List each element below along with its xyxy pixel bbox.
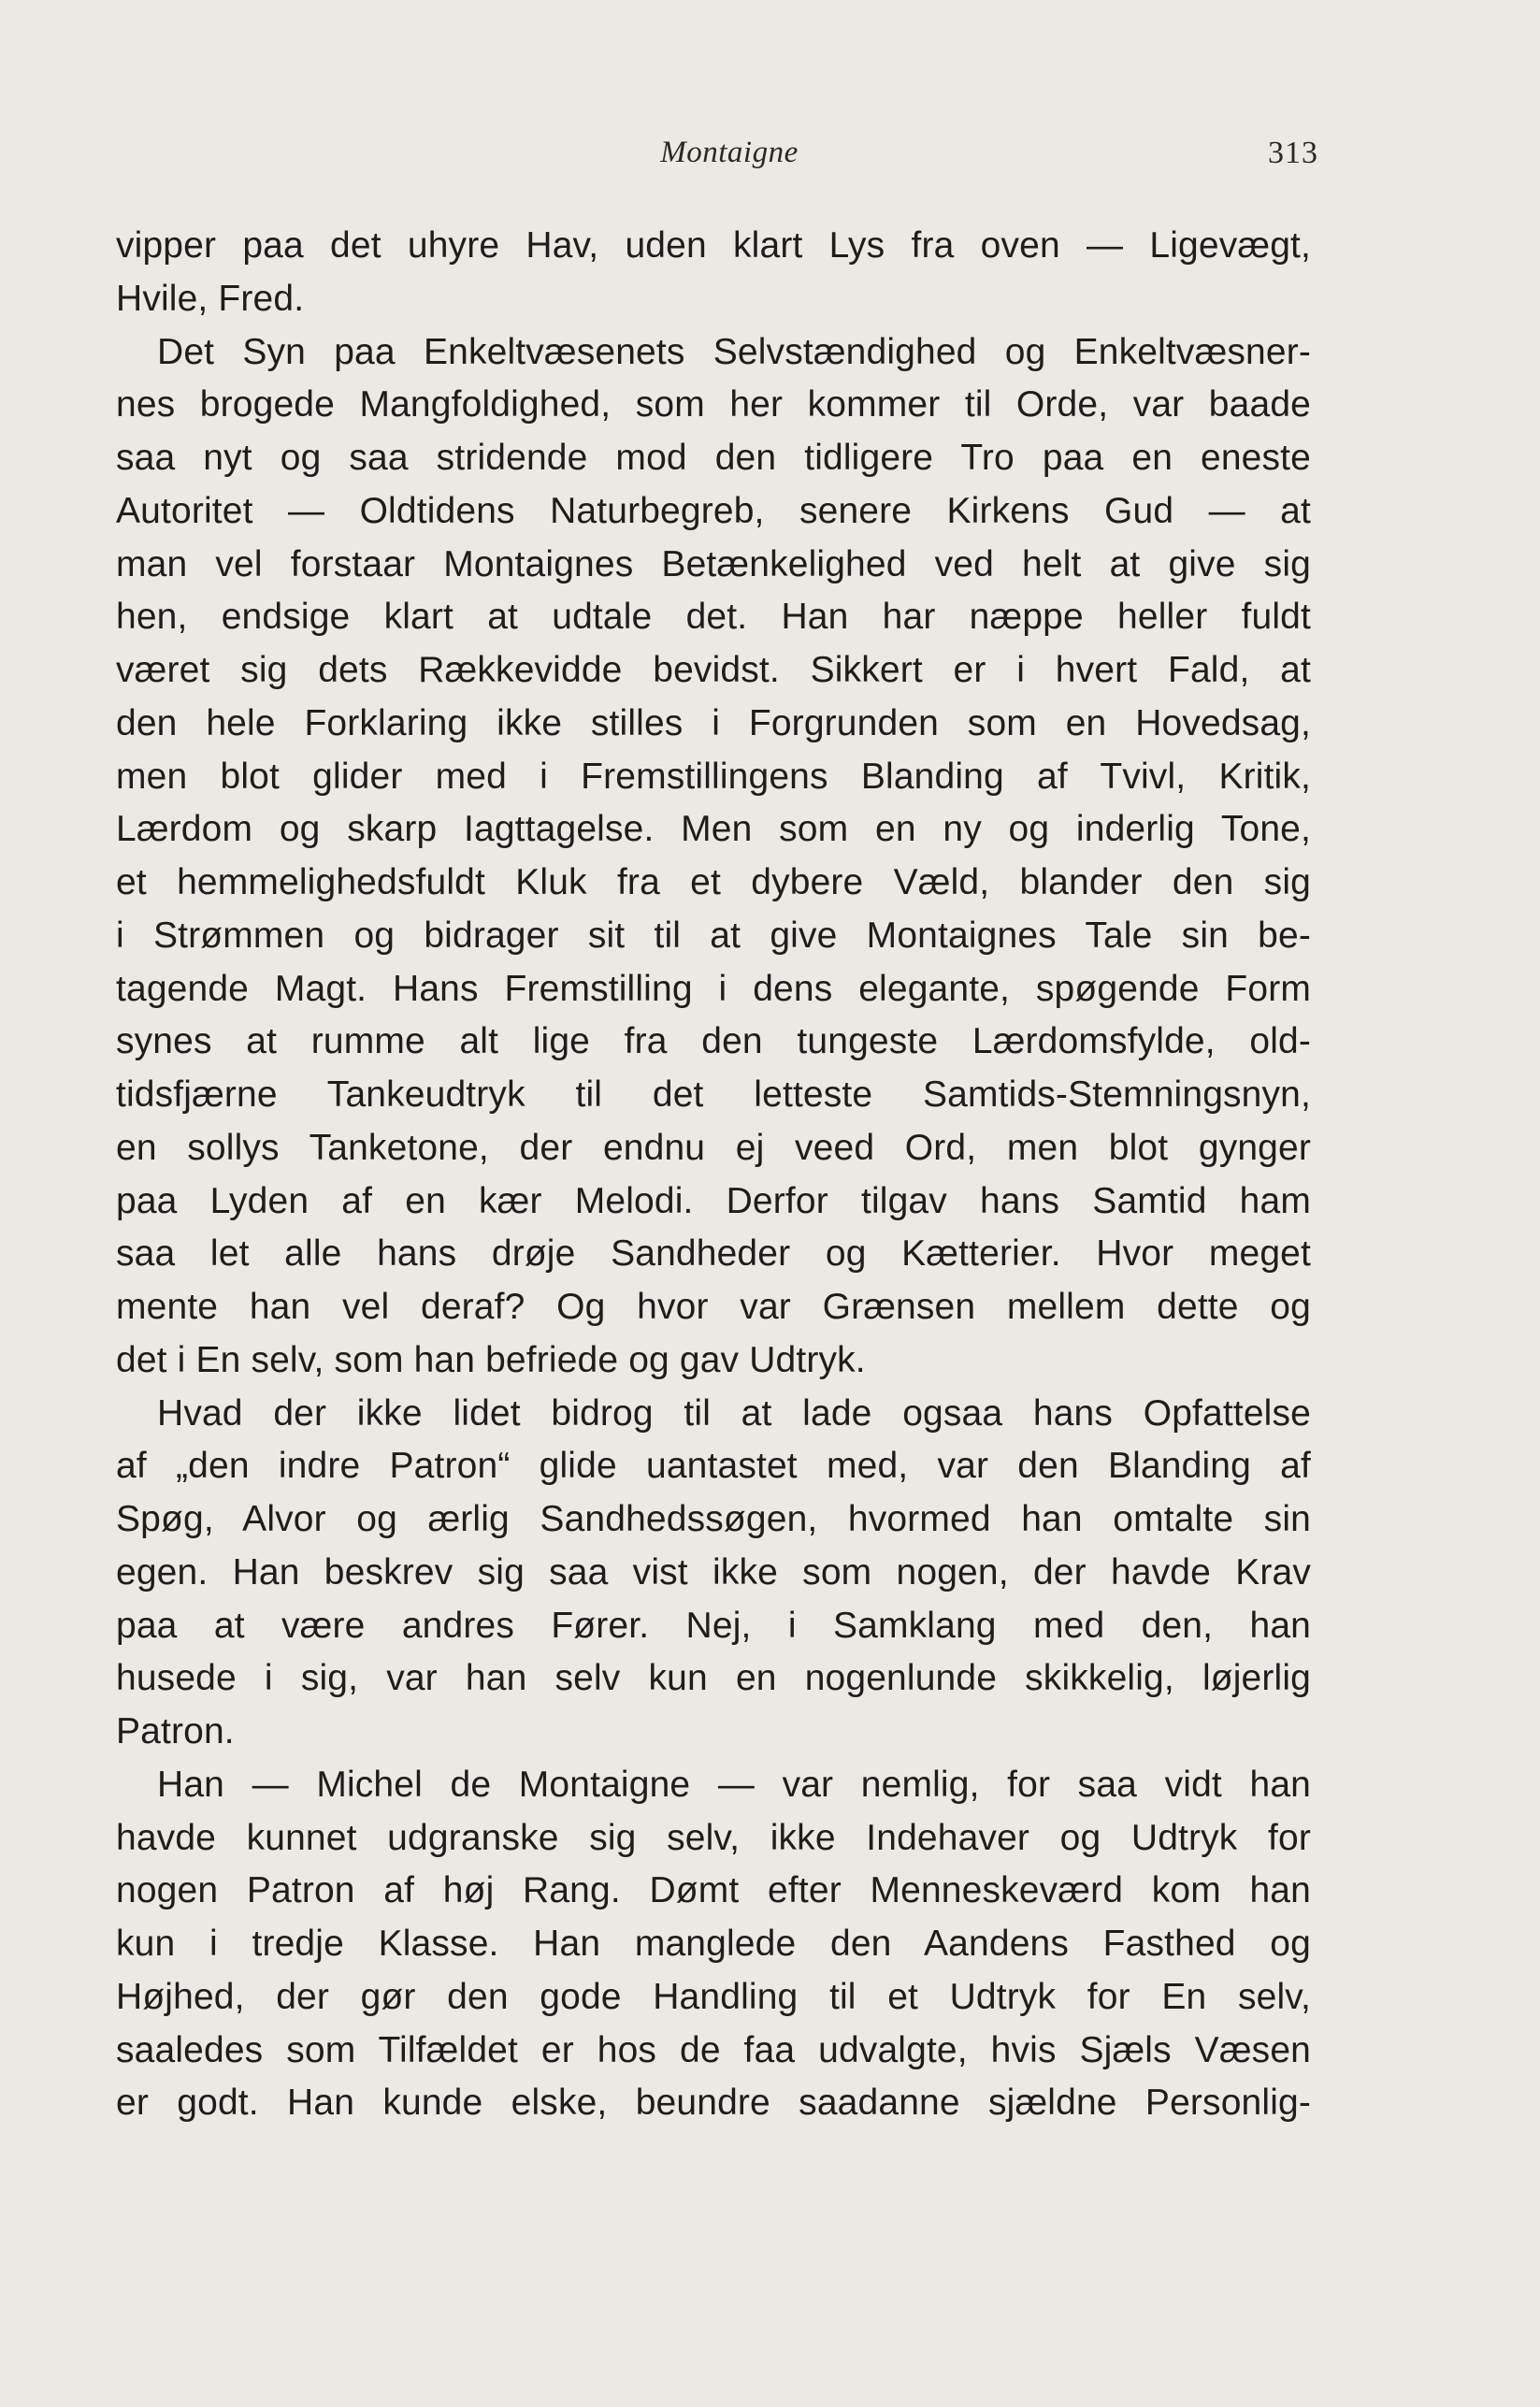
text-line: men blot glider med i Fremstillingens Blanding af Tvivl, Kritik, [116,756,1311,797]
text-line: husede i sig, var han selv kun en nogenlunde skikkelig, løjerlig [116,1658,1311,1699]
text-line: Hvad der ikke lidet bidrog til at lade ogsaa hans Opfattelse [157,1392,1311,1434]
text-line: tidsfjærne Tankeudtryk til det letteste Samtids-Stemningsnyn, [116,1074,1311,1115]
text-line: Højhed, der gør den gode Handling til et Udtryk for En selv, [116,1976,1311,2017]
running-head [0,136,1540,173]
text-line: den hele Forklaring ikke stilles i Forgrunden som en Hovedsag, [116,702,1311,743]
text-line: i Strømmen og bidrager sit til at give Montaignes Tale sin be- [116,915,1311,956]
text-line: Autoritet — Oldtidens Naturbegreb, senere Kirkens Gud — at [116,490,1311,531]
text-line: Spøg, Alvor og ærlig Sandhedssøgen, hvormed han omtalte sin [116,1499,1311,1539]
running-title: Montaigne [660,136,799,169]
body-text [116,220,1311,2130]
text-line: saa nyt og saa stridende mod den tidligere Tro paa en eneste [116,438,1311,478]
page-number: 313 [1268,136,1318,170]
text-line: hen, endsige klart at udtale det. Han har næppe heller fuldt [116,597,1311,638]
text-line: vipper paa det uhyre Hav, uden klart Lys fra oven — Ligevægt, [116,225,1311,266]
text-line: paa Lyden af en kær Melodi. Derfor tilgav hans Samtid ham [116,1180,1311,1221]
text-line: nes brogede Mangfoldighed, som her kommer til Orde, var baade [116,384,1311,425]
text-line: det i En selv, som han befriede og gav Udtryk. [116,1339,866,1380]
text-line: Det Syn paa Enkeltvæsenets Selvstændighed og Enkeltvæsner- [157,331,1311,372]
text-line: et hemmelighedsfuldt Kluk fra et dybere Væld, blander den sig [116,862,1311,902]
text-line: været sig dets Rækkevidde bevidst. Sikkert er i hvert Fald, at [116,650,1311,690]
text-line: havde kunnet udgranske sig selv, ikke Indehaver og Udtryk for [116,1817,1311,1858]
text-line: en sollys Tanketone, der endnu ej veed Ord, men blot gynger [116,1127,1311,1168]
text-line: Hvile, Fred. [116,278,305,319]
text-line: Lærdom og skarp Iagttagelse. Men som en ny og inderlig Tone, [116,809,1311,850]
text-line: af „den indre Patron“ glide uantastet med, var den Blanding af [116,1446,1311,1487]
text-line: man vel forstaar Montaignes Betænkelighed ved helt at give sig [116,543,1311,584]
text-line: paa at være andres Fører. Nej, i Samklang med den, han [116,1605,1311,1646]
text-line: mente han vel deraf? Og hvor var Grænsen mellem dette og [116,1287,1311,1327]
text-line: nogen Patron af høj Rang. Dømt efter Menneskeværd kom han [116,1870,1311,1911]
text-line: saaledes som Tilfældet er hos de faa udvalgte, hvis Sjæls Væsen [116,2029,1311,2070]
text-line: er godt. Han kunde elske, beundre saadanne sjældne Personlig- [116,2083,1311,2124]
text-line: saa let alle hans drøje Sandheder og Kætterier. Hvor meget [116,1233,1311,1275]
text-line: kun i tredje Klasse. Han manglede den Aandens Fasthed og [116,1924,1311,1964]
text-line: Patron. [116,1711,235,1751]
text-line: synes at rumme alt lige fra den tungeste Lærdomsfylde, old- [116,1021,1311,1062]
text-line: tagende Magt. Hans Fremstilling i dens elegante, spøgende Form [116,968,1311,1009]
text-line: egen. Han beskrev sig saa vist ikke som nogen, der havde Krav [116,1551,1311,1593]
text-line: Han — Michel de Montaigne — var nemlig, for saa vidt han [157,1764,1311,1805]
